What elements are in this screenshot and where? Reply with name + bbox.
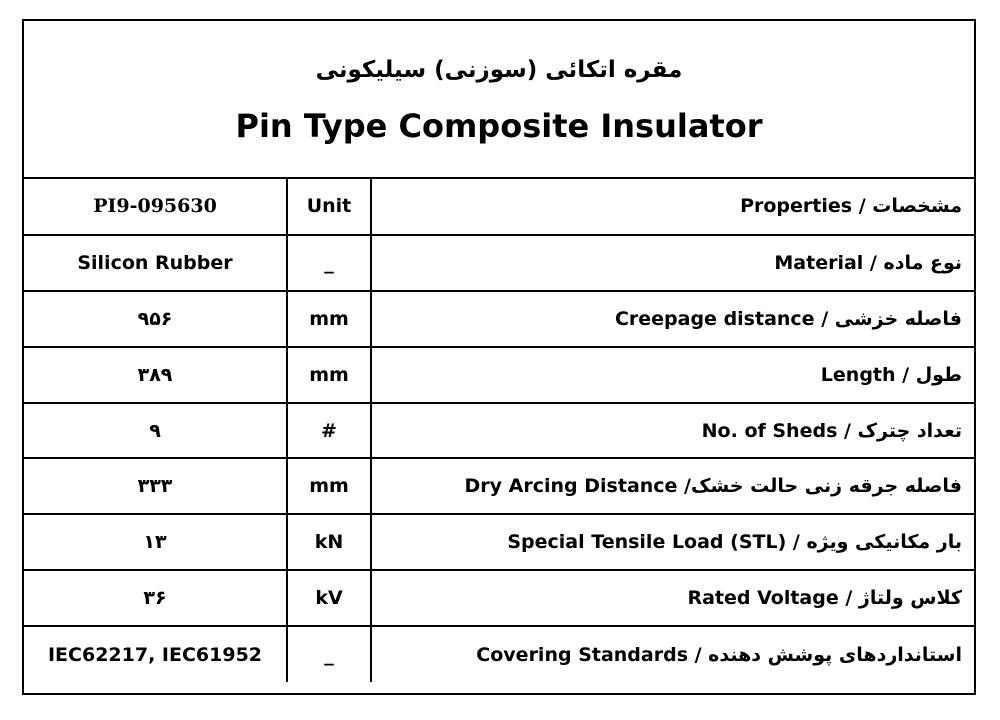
table-row-sheds (24, 403, 974, 459)
creepage-value: ۹۵۶ (24, 291, 287, 347)
sheds-label: تعداد چترک / No. of Sheds (371, 403, 974, 459)
table-row-standards (24, 626, 974, 682)
creepage-label: فاصله خزشی / Creepage distance (371, 291, 974, 347)
length-value: ۳۸۹ (24, 347, 287, 403)
tensile-label: بار مکانیکی ویژه / (STL) Special Tensile Load (371, 514, 974, 570)
creepage-unit: mm (287, 291, 371, 347)
arcing-value: ۳۳۳ (24, 458, 287, 514)
sheds-value: ۹ (24, 403, 287, 459)
voltage-label: کلاس ولتاژ / Rated Voltage (371, 570, 974, 626)
spec-sheet (22, 19, 976, 695)
material-unit: _ (287, 235, 371, 291)
model-code-cell: PI9-095630 (24, 179, 287, 235)
voltage-unit: kV (287, 570, 371, 626)
voltage-value: ۳۶ (24, 570, 287, 626)
arcing-label: فاصله جرقه زنی حالت خشک/ Dry Arcing Distance (371, 458, 974, 514)
table-row-material (24, 235, 974, 291)
table-row-tensile (24, 514, 974, 570)
length-unit: mm (287, 347, 371, 403)
title-persian: مقره اتکائی (سوزنی) سیلیکونی (315, 57, 683, 83)
standards-unit: _ (287, 626, 371, 682)
table-row-voltage (24, 570, 974, 626)
table-row-length (24, 347, 974, 403)
unit-header-cell: Unit (287, 179, 371, 235)
spec-table (24, 179, 974, 682)
title-english: Pin Type Composite Insulator (235, 107, 763, 145)
table-row-creepage (24, 291, 974, 347)
sheds-unit: # (287, 403, 371, 459)
table-row-header (24, 179, 974, 235)
arcing-unit: mm (287, 458, 371, 514)
table-row-arcing (24, 458, 974, 514)
material-value: Silicon Rubber (24, 235, 287, 291)
material-label: نوع ماده / Material (371, 235, 974, 291)
standards-value: IEC62217, IEC61952 (24, 626, 287, 682)
length-label: طول / Length (371, 347, 974, 403)
standards-label: استانداردهای پوشش دهنده / Covering Standards (476, 643, 962, 666)
tensile-unit: kN (287, 514, 371, 570)
properties-header-cell: مشخصات / Properties (371, 179, 974, 235)
tensile-value: ۱۳ (24, 514, 287, 570)
sheet-header (24, 21, 974, 179)
